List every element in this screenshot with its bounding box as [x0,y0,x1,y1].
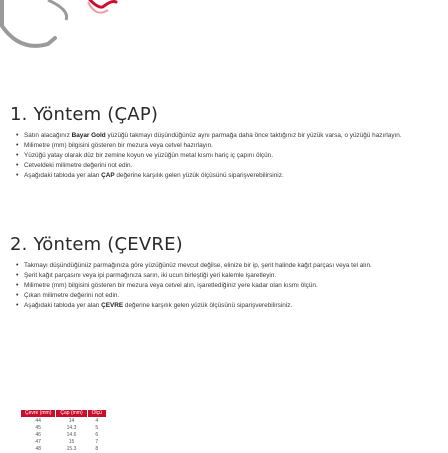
table-cell: 44 [35,418,41,424]
table-cell: 14 [68,418,75,424]
table-cell: 6 [95,432,99,438]
list-item: • Yüzüğü yatay olarak düz bir zemine koyun ve yüzüğün metal kısmı hariç iç çapını ölçün. [16,152,442,161]
list-item: • Satın alacağınız Bayar Gold yüzüğü takmayı düşündüğünüz aynı parmağa daha önce taktığınız bir yüzük varsa, o yüzüğü hazırlayın. [16,132,442,141]
table-row [21,425,107,432]
list-item: • Şerit kağıt parçasını veya ipi parmağınıza sarın, iki ucun birleştiği yeri kalemle işaretleyin. [16,272,442,281]
table-cell: 14.6 [66,432,77,438]
table-cell: 5 [95,425,99,431]
table-cell: 46 [35,432,41,438]
method-2-section [6,234,442,312]
table-cell: 4 [95,418,99,424]
list-item: • Aşağıdaki tabloda yer alan ÇAP değerine karşılık gelen yüzük ölçüsünü siparişverebilirsiniz. [16,172,442,181]
list-item: • Takmayı düşündüğünüz parmağınıza göre yüzüğünüz mevcut değilse, elinize bir ip, şerit halinde kağıt parçası veya tel alın. [16,262,442,271]
method-2-steps [6,262,442,311]
table-row [21,418,107,426]
ring-size-table [20,409,107,453]
list-item: • Çıkan milimetre değerini not edin. [16,292,442,301]
table-row [21,439,107,446]
column-header: Çap (mm) [56,410,87,418]
table-cell: 8 [95,446,99,452]
table-cell: 45 [35,425,41,431]
table-cell: 14.3 [66,425,77,431]
ring-measure-illustration [0,0,448,100]
list-item: • Milimetre (mm) bilgisini gösteren bir mezura veya cetvel hazırlayın. [16,142,442,151]
table-cell: 48 [35,446,41,452]
column-header: Çevre (mm) [21,410,56,418]
method-1-title: 1. Yöntem (ÇAP) [10,104,159,125]
list-item: • Cetveldeki milimetre değerini not edin. [16,162,442,171]
list-item: • Milimetre (mm) bilgisini gösteren bir mezura veya cetvel alın, işaretlediğiniz yere kadar olan kısmı ölçün. [16,282,442,291]
method-2-title: 2. Yöntem (ÇEVRE) [10,234,183,255]
list-item: • Aşağıdaki tabloda yer alan ÇEVRE değerine karşılık gelen yüzük ölçüsünü siparişverebilirsiniz. [16,302,442,311]
table-header-row [21,410,107,418]
method-1-steps [6,132,442,181]
column-header: Ölçü [87,410,106,418]
table-cell: 15.3 [66,446,77,452]
table-row [21,446,107,453]
table-cell: 15 [68,439,75,445]
table-cell: 7 [95,439,99,445]
table-row [21,432,107,439]
table-cell: 47 [35,439,41,445]
method-1-section [6,104,442,182]
